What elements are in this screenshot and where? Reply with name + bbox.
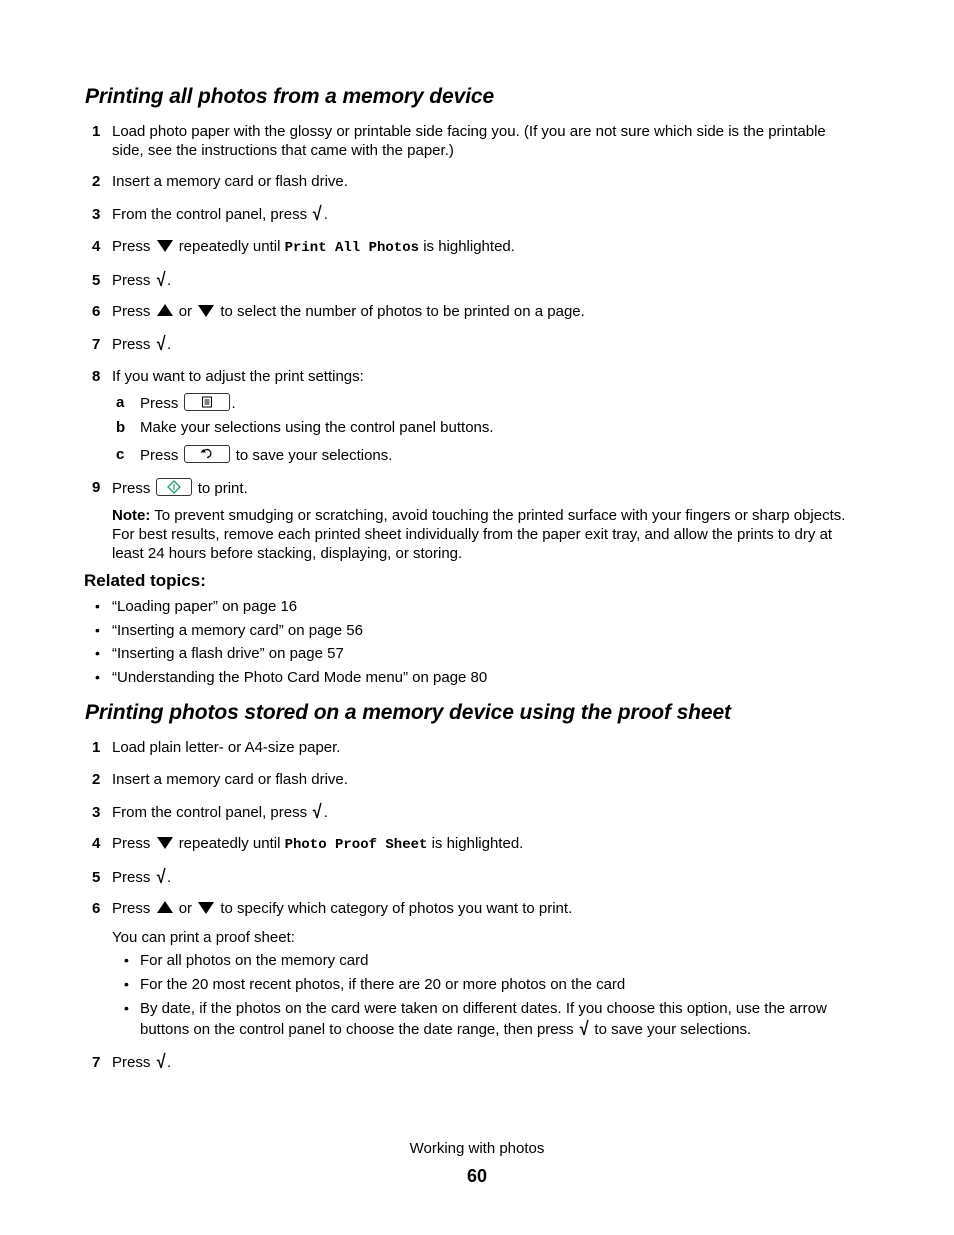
step-text bbox=[112, 899, 572, 918]
step-number: 6 bbox=[92, 900, 101, 917]
period: . bbox=[166, 1054, 172, 1071]
down-arrow-icon bbox=[157, 836, 173, 849]
period: . bbox=[323, 804, 328, 821]
section-title-print-all: Printing all photos from a memory device bbox=[85, 85, 495, 108]
period: . bbox=[166, 336, 172, 353]
period: . bbox=[323, 206, 328, 223]
step-number: 8 bbox=[92, 368, 101, 385]
bullet: • bbox=[124, 952, 129, 968]
step-text-pre: Press bbox=[112, 336, 151, 353]
check-icon: √ bbox=[156, 334, 166, 355]
menu-item-code: Print All Photos bbox=[284, 240, 420, 256]
down-arrow-icon bbox=[198, 901, 214, 914]
step-number: 5 bbox=[92, 272, 101, 289]
step-text bbox=[112, 271, 171, 290]
substep-label: a bbox=[116, 394, 125, 411]
step-text: Insert a memory card or flash drive. bbox=[112, 173, 348, 190]
step-number: 2 bbox=[92, 771, 101, 788]
note-label: Note: bbox=[112, 507, 151, 524]
bullet: • bbox=[95, 669, 100, 685]
step-number: 1 bbox=[92, 123, 101, 140]
footer-section-name: Working with photos bbox=[409, 1140, 545, 1157]
option-text: By date, if the photos on the card were taken on different dates. If you choose this option, use the arrow bbox=[140, 1000, 827, 1017]
substep-text: Make your selections using the control panel buttons. bbox=[140, 419, 494, 436]
step-text bbox=[112, 478, 248, 498]
step-text: Load photo paper with the glossy or printable side facing you. (If you are not sure which side is the printable bbox=[112, 123, 826, 140]
section-title-proof-sheet: Printing photos stored on a memory device using the proof sheet bbox=[85, 701, 731, 724]
related-link[interactable]: “Understanding the Photo Card Mode menu” on page 80 bbox=[112, 669, 488, 686]
bullet: • bbox=[95, 645, 100, 661]
substep-text-pre: Press bbox=[140, 447, 179, 464]
related-link[interactable]: “Inserting a memory card” on page 56 bbox=[112, 622, 363, 639]
step-text-pre: Press bbox=[112, 238, 151, 255]
step-number: 4 bbox=[92, 835, 101, 852]
note-line-1 bbox=[112, 506, 872, 525]
step-text-mid: repeatedly until bbox=[178, 238, 281, 255]
period: . bbox=[166, 272, 172, 289]
step-text-post: to print. bbox=[197, 480, 248, 497]
option-text: For all photos on the memory card bbox=[140, 952, 369, 969]
option-text-pre: buttons on the control panel to choose the date range, then press bbox=[140, 1021, 574, 1038]
note bbox=[112, 506, 872, 563]
step-text-pre: Press bbox=[112, 869, 151, 886]
step-number: 9 bbox=[92, 479, 101, 496]
check-icon: √ bbox=[313, 204, 322, 225]
check-icon: √ bbox=[156, 867, 166, 888]
proof-sheet-intro: You can print a proof sheet: bbox=[112, 929, 295, 946]
step-text-or: or bbox=[178, 900, 193, 917]
substep-text bbox=[140, 393, 236, 413]
step-text-pre: From the control panel, press bbox=[112, 206, 308, 223]
option-item-cont bbox=[140, 1020, 751, 1039]
note-line-2: For best results, remove each printed sheet individually from the paper exit tray, and allow the prints to dry at bbox=[112, 526, 833, 543]
related-link[interactable]: “Loading paper” on page 16 bbox=[112, 598, 298, 615]
option-text-post: to save your selections. bbox=[594, 1021, 752, 1038]
step-number: 4 bbox=[92, 238, 101, 255]
step-text-pre: Press bbox=[112, 900, 151, 917]
bullet: • bbox=[124, 976, 129, 992]
option-text: For the 20 most recent photos, if there are 20 or more photos on the card bbox=[140, 976, 626, 993]
down-arrow-icon bbox=[157, 239, 173, 252]
note-text: To prevent smudging or scratching, avoid touching the printed surface with your fingers or sharp objects. bbox=[154, 507, 846, 524]
step-number: 7 bbox=[92, 336, 101, 353]
step-text bbox=[112, 834, 523, 855]
check-icon: √ bbox=[156, 270, 166, 291]
step-text: side, see the instructions that came with the paper.) bbox=[112, 142, 454, 159]
step-number: 3 bbox=[92, 206, 101, 223]
step-text-post: to specify which category of photos you want to print. bbox=[220, 900, 573, 917]
period: . bbox=[231, 395, 236, 412]
back-button-icon bbox=[184, 445, 230, 463]
step-text bbox=[112, 1053, 171, 1072]
step-number: 5 bbox=[92, 869, 101, 886]
check-icon: √ bbox=[313, 802, 322, 823]
step-text-post: is highlighted. bbox=[431, 835, 524, 852]
start-button-icon bbox=[156, 478, 192, 496]
step-text-post: to select the number of photos to be printed on a page. bbox=[220, 303, 585, 320]
check-icon: √ bbox=[156, 1052, 166, 1073]
related-topics-heading: Related topics: bbox=[84, 571, 206, 590]
substep-text-post: to save your selections. bbox=[235, 447, 393, 464]
step-text: Load plain letter- or A4-size paper. bbox=[112, 739, 341, 756]
up-arrow-icon bbox=[157, 901, 173, 914]
step-text-pre: Press bbox=[112, 272, 151, 289]
step-number: 1 bbox=[92, 739, 101, 756]
step-text-pre: Press bbox=[112, 835, 151, 852]
check-icon: √ bbox=[579, 1019, 589, 1040]
step-text bbox=[112, 335, 171, 354]
bullet: • bbox=[95, 598, 100, 614]
up-arrow-icon bbox=[157, 304, 173, 317]
step-text-post: is highlighted. bbox=[423, 238, 515, 255]
step-text bbox=[112, 237, 515, 258]
step-text bbox=[112, 302, 585, 321]
step-number: 6 bbox=[92, 303, 101, 320]
step-number: 7 bbox=[92, 1054, 101, 1071]
step-text-pre: Press bbox=[112, 480, 151, 497]
step-text: Insert a memory card or flash drive. bbox=[112, 771, 348, 788]
step-text bbox=[112, 803, 328, 822]
menu-button-icon bbox=[184, 393, 230, 411]
menu-item-code: Photo Proof Sheet bbox=[284, 837, 428, 853]
step-number: 2 bbox=[92, 173, 101, 190]
step-text-pre: Press bbox=[112, 1054, 151, 1071]
step-text-pre: Press bbox=[112, 303, 151, 320]
note-line-3: least 24 hours before stacking, displaying, or storing. bbox=[112, 545, 463, 562]
down-arrow-icon bbox=[198, 304, 214, 317]
period: . bbox=[166, 869, 172, 886]
substep-label: b bbox=[116, 419, 126, 436]
step-text bbox=[112, 868, 171, 887]
step-text-pre: From the control panel, press bbox=[112, 804, 308, 821]
step-text-mid: repeatedly until bbox=[178, 835, 281, 852]
page-number: 60 bbox=[466, 1166, 488, 1186]
substep-text bbox=[140, 445, 392, 465]
step-text-or: or bbox=[178, 303, 193, 320]
related-link[interactable]: “Inserting a flash drive” on page 57 bbox=[112, 645, 344, 662]
step-text bbox=[112, 205, 328, 224]
step-number: 3 bbox=[92, 804, 101, 821]
substep-text-pre: Press bbox=[140, 395, 179, 412]
substep-label: c bbox=[116, 446, 125, 463]
step-text: If you want to adjust the print settings: bbox=[112, 368, 364, 385]
bullet: • bbox=[124, 1000, 129, 1016]
bullet: • bbox=[95, 622, 100, 638]
